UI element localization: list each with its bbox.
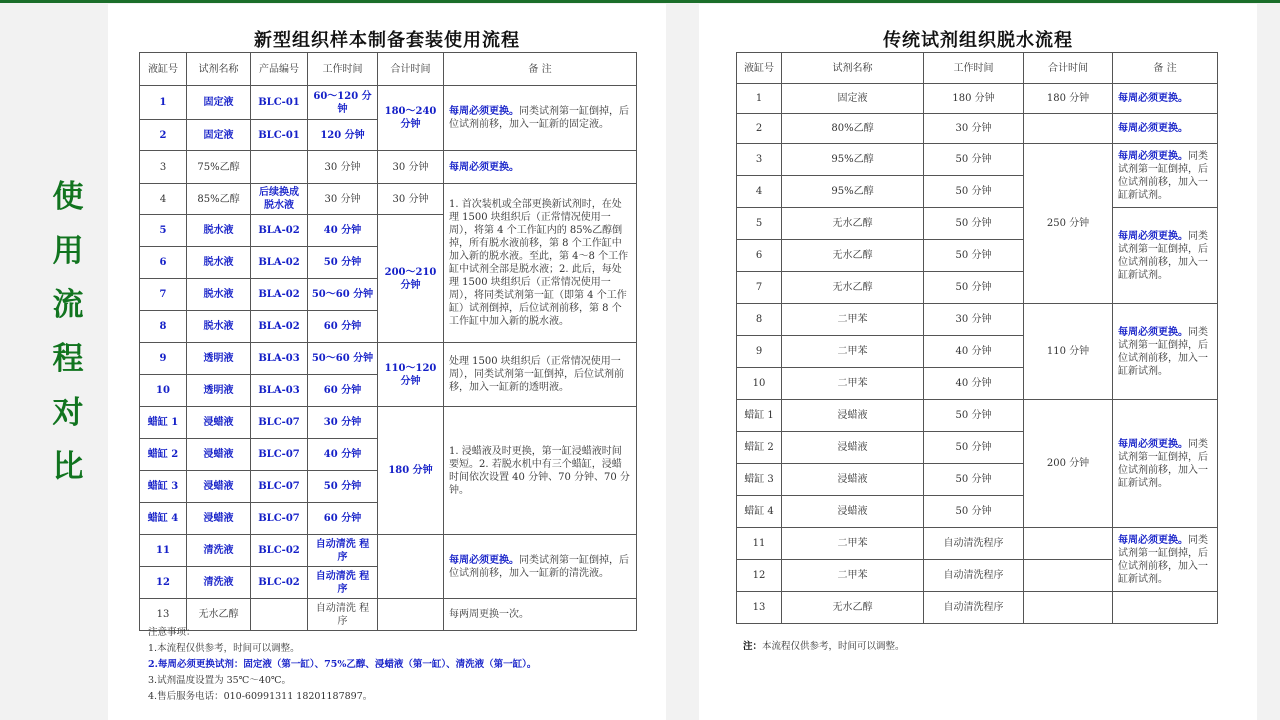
col-header: 备 注	[444, 53, 637, 86]
side-title-char: 用	[52, 233, 84, 269]
cell-reagent: 脱水液	[187, 247, 251, 279]
cell-product-code: BLC-07	[251, 407, 308, 439]
remark-text: 1. 浸蜡液及时更换，第一缸浸蜡液时间要短。2. 若脱水机中有三个蜡缸，浸蜡时间依次设置 40 分钟、70 分钟、70 分钟。	[449, 445, 630, 496]
cell-reagent: 固定液	[782, 84, 924, 114]
cell-total-time	[378, 535, 444, 599]
table-row	[140, 343, 637, 375]
cell-work-time: 30 分钟	[308, 151, 378, 184]
cell-reagent: 无水乙醇	[782, 240, 924, 272]
cell-work-time: 自动清洗程序	[924, 528, 1024, 560]
side-title	[40, 170, 96, 494]
note-line-highlight: 2.每周必须更换试剂：固定液（第一缸）、75%乙醇、浸蜡液（第一缸）、清洗液（第一缸）。	[148, 659, 537, 670]
cell-tank-no: 12	[140, 567, 187, 599]
cell-work-time: 60 分钟	[308, 503, 378, 535]
cell-reagent: 透明液	[187, 343, 251, 375]
cell-tank-no: 11	[140, 535, 187, 567]
table-row	[737, 592, 1218, 624]
cell-work-time: 50 分钟	[308, 247, 378, 279]
table-row	[737, 304, 1218, 336]
cell-total-time	[1024, 560, 1113, 592]
note-text: 本流程仅供参考，时间可以调整。	[762, 641, 905, 652]
cell-reagent: 二甲苯	[782, 528, 924, 560]
table-row	[737, 400, 1218, 432]
cell-tank-no: 5	[737, 208, 782, 240]
side-title-char: 比	[52, 449, 84, 485]
top-accent-bar	[0, 0, 1280, 3]
cell-product-code: BLC-02	[251, 535, 308, 567]
cell-total-time: 110～120 分钟	[378, 343, 444, 407]
cell-work-time: 60 分钟	[308, 375, 378, 407]
cell-reagent: 80%乙醇	[782, 114, 924, 144]
cell-total-time: 180 分钟	[378, 407, 444, 535]
col-header: 液缸号	[737, 53, 782, 84]
cell-total-time	[1024, 592, 1113, 624]
cell-reagent: 无水乙醇	[782, 592, 924, 624]
cell-tank-no: 11	[737, 528, 782, 560]
side-title-char: 使	[52, 179, 84, 215]
cell-tank-no: 2	[140, 120, 187, 151]
table-row	[140, 86, 637, 120]
remark-text: 同类试剂第一缸倒掉，后位试剂前移，加入一缸新试剂。	[1118, 326, 1208, 377]
remark-cell	[1113, 144, 1218, 208]
remark-cell	[1113, 528, 1218, 592]
side-title-char: 流	[52, 287, 84, 323]
new-kit-table-body	[140, 86, 637, 631]
col-header: 液缸号	[140, 53, 187, 86]
col-header: 试剂名称	[782, 53, 924, 84]
remark-cell	[1113, 114, 1218, 144]
remark-emphasis: 每周必须更换。	[449, 161, 519, 173]
cell-work-time: 自动清洗 程序	[308, 599, 378, 631]
cell-tank-no: 7	[140, 279, 187, 311]
cell-tank-no: 13	[737, 592, 782, 624]
cell-work-time: 30 分钟	[924, 114, 1024, 144]
cell-reagent: 浸蜡液	[187, 407, 251, 439]
cell-product-code	[251, 151, 308, 184]
cell-work-time: 120 分钟	[308, 120, 378, 151]
col-header: 工作时间	[308, 53, 378, 86]
cell-tank-no: 10	[737, 368, 782, 400]
cell-reagent: 浸蜡液	[187, 471, 251, 503]
cell-tank-no: 蜡缸 1	[140, 407, 187, 439]
cell-work-time: 自动清洗 程序	[308, 567, 378, 599]
remark-cell	[1113, 400, 1218, 528]
cell-reagent: 脱水液	[187, 215, 251, 247]
remark-emphasis: 每周必须更换。	[1118, 230, 1188, 242]
remark-cell	[444, 86, 637, 151]
cell-work-time: 50 分钟	[924, 400, 1024, 432]
remark-cell	[444, 151, 637, 184]
note-line: 3.试剂温度设置为 35℃～40℃。	[148, 675, 292, 686]
cell-product-code: BLC-07	[251, 439, 308, 471]
cell-work-time: 50 分钟	[924, 432, 1024, 464]
note-line	[743, 639, 905, 655]
cell-reagent: 85%乙醇	[187, 184, 251, 215]
col-header: 产品编号	[251, 53, 308, 86]
cell-total-time: 250 分钟	[1024, 144, 1113, 304]
remark-cell	[1113, 592, 1218, 624]
remark-text: 同类试剂第一缸倒掉，后位试剂前移，加入一缸新的清洗液。	[449, 554, 629, 579]
cell-reagent: 脱水液	[187, 279, 251, 311]
cell-product-code: BLC-01	[251, 86, 308, 120]
note-line: 1.本流程仅供参考，时间可以调整。	[148, 643, 300, 654]
traditional-table	[736, 52, 1218, 624]
cell-work-time: 60 分钟	[308, 311, 378, 343]
table-row	[140, 535, 637, 567]
cell-reagent: 浸蜡液	[187, 439, 251, 471]
cell-reagent: 二甲苯	[782, 560, 924, 592]
traditional-panel	[699, 4, 1257, 720]
cell-work-time: 50 分钟	[924, 240, 1024, 272]
cell-product-code: BLC-02	[251, 567, 308, 599]
cell-tank-no: 蜡缸 3	[737, 464, 782, 496]
table-row	[140, 151, 637, 184]
cell-tank-no: 6	[737, 240, 782, 272]
cell-work-time: 50～60 分钟	[308, 343, 378, 375]
cell-tank-no: 9	[737, 336, 782, 368]
table-row	[140, 184, 637, 215]
remark-emphasis: 每周必须更换。	[1118, 93, 1188, 104]
new-kit-table	[139, 52, 637, 631]
table-header-row	[140, 53, 637, 86]
cell-product-code: BLA-03	[251, 375, 308, 407]
cell-product-code: BLA-03	[251, 343, 308, 375]
table-row	[737, 84, 1218, 114]
cell-reagent: 清洗液	[187, 535, 251, 567]
cell-total-time	[1024, 114, 1113, 144]
cell-total-time	[1024, 528, 1113, 560]
cell-product-code: BLA-02	[251, 311, 308, 343]
cell-total-time: 30 分钟	[378, 151, 444, 184]
cell-tank-no: 12	[737, 560, 782, 592]
remark-emphasis: 每周必须更换。	[449, 106, 519, 117]
remark-text: 处理 1500 块组织后（正常情况使用一周），同类试剂第一缸倒掉，后位试剂前移，加入一缸新的透明液。	[449, 356, 624, 393]
cell-reagent: 固定液	[187, 86, 251, 120]
cell-tank-no: 7	[737, 272, 782, 304]
cell-work-time: 自动清洗 程序	[308, 535, 378, 567]
cell-reagent: 浸蜡液	[782, 496, 924, 528]
table-row	[737, 528, 1218, 560]
remark-text: 1. 首次装机或全部更换新试剂时，在处理 1500 块组织后（正常情况使用一周），将第 4 个工作缸内的 85%乙醇倒掉，所有脱水液前移，第 8 个工作缸中加入新的脱水液。至此，第 4～8 个工作缸中试剂全部是脱水液；2. 此后，每处理 1500 块组织后（正常情况使用一周），将同类试剂第一缸（即第 4 个工作缸）试剂倒掉，后位试剂前移，第 8 个工作缸中加入新的脱水液。	[449, 199, 629, 327]
cell-work-time: 40 分钟	[924, 336, 1024, 368]
cell-reagent: 无水乙醇	[782, 272, 924, 304]
cell-total-time: 110 分钟	[1024, 304, 1113, 400]
cell-reagent: 脱水液	[187, 311, 251, 343]
cell-work-time: 40 分钟	[308, 439, 378, 471]
cell-product-code: BLA-02	[251, 279, 308, 311]
cell-tank-no: 1	[737, 84, 782, 114]
remark-emphasis: 每周必须更换。	[1118, 438, 1188, 450]
cell-reagent: 二甲苯	[782, 368, 924, 400]
col-header: 试剂名称	[187, 53, 251, 86]
remark-cell	[444, 184, 637, 343]
remark-cell	[1113, 84, 1218, 114]
side-title-char: 对	[52, 395, 84, 431]
cell-product-code: BLA-02	[251, 247, 308, 279]
cell-reagent: 无水乙醇	[782, 208, 924, 240]
cell-reagent: 75%乙醇	[187, 151, 251, 184]
cell-tank-no: 蜡缸 1	[737, 400, 782, 432]
new-kit-notes	[148, 625, 536, 705]
cell-reagent: 浸蜡液	[187, 503, 251, 535]
remark-cell	[1113, 304, 1218, 400]
cell-total-time: 200～210 分钟	[378, 215, 444, 343]
cell-work-time: 40 分钟	[924, 368, 1024, 400]
cell-tank-no: 8	[737, 304, 782, 336]
cell-tank-no: 9	[140, 343, 187, 375]
cell-product-code: 后续换成 脱水液	[251, 184, 308, 215]
cell-work-time: 50 分钟	[924, 144, 1024, 176]
cell-work-time: 30 分钟	[308, 184, 378, 215]
remark-text: 同类试剂第一缸倒掉，后位试剂前移，加入一缸新的固定液。	[449, 106, 629, 130]
cell-tank-no: 蜡缸 4	[737, 496, 782, 528]
cell-tank-no: 3	[737, 144, 782, 176]
remark-emphasis: 每周必须更换。	[1118, 326, 1188, 338]
remark-emphasis: 每周必须更换。	[1118, 534, 1188, 546]
cell-reagent: 固定液	[187, 120, 251, 151]
traditional-table-body	[737, 84, 1218, 624]
cell-tank-no: 8	[140, 311, 187, 343]
cell-reagent: 浸蜡液	[782, 464, 924, 496]
table-row	[737, 144, 1218, 176]
cell-tank-no: 10	[140, 375, 187, 407]
cell-product-code: BLC-07	[251, 503, 308, 535]
cell-work-time: 180 分钟	[924, 84, 1024, 114]
cell-total-time: 200 分钟	[1024, 400, 1113, 528]
remark-emphasis: 每周必须更换。	[1118, 123, 1188, 134]
cell-reagent: 95%乙醇	[782, 176, 924, 208]
note-line: 4.售后服务电话：010-60991311 18201187897。	[148, 691, 373, 702]
cell-work-time: 50 分钟	[924, 464, 1024, 496]
remark-text: 同类试剂第一缸倒掉，后位试剂前移，加入一缸新试剂。	[1118, 150, 1208, 201]
remark-cell	[444, 407, 637, 535]
cell-work-time: 40 分钟	[308, 215, 378, 247]
cell-reagent: 浸蜡液	[782, 432, 924, 464]
table-row	[737, 114, 1218, 144]
cell-reagent: 二甲苯	[782, 304, 924, 336]
remark-emphasis: 每周必须更换。	[1118, 150, 1188, 162]
cell-reagent: 浸蜡液	[782, 400, 924, 432]
cell-tank-no: 4	[737, 176, 782, 208]
cell-work-time: 50 分钟	[924, 272, 1024, 304]
cell-work-time: 自动清洗程序	[924, 560, 1024, 592]
cell-reagent: 95%乙醇	[782, 144, 924, 176]
remark-text: 每两周更换一次。	[449, 609, 529, 620]
cell-work-time: 50 分钟	[924, 176, 1024, 208]
new-kit-panel	[108, 4, 666, 720]
remark-emphasis: 每周必须更换。	[449, 554, 519, 566]
cell-reagent: 无水乙醇	[187, 599, 251, 631]
cell-tank-no: 13	[140, 599, 187, 631]
cell-work-time: 60～120 分钟	[308, 86, 378, 120]
cell-work-time: 30 分钟	[308, 407, 378, 439]
col-header: 备 注	[1113, 53, 1218, 84]
col-header: 合计时间	[378, 53, 444, 86]
cell-reagent: 透明液	[187, 375, 251, 407]
cell-tank-no: 蜡缸 4	[140, 503, 187, 535]
remark-text: 同类试剂第一缸倒掉，后位试剂前移，加入一缸新试剂。	[1118, 230, 1208, 281]
table-row	[140, 407, 637, 439]
cell-tank-no: 2	[737, 114, 782, 144]
remark-cell	[444, 535, 637, 599]
side-title-char: 程	[52, 341, 84, 377]
cell-tank-no: 蜡缸 2	[737, 432, 782, 464]
col-header: 工作时间	[924, 53, 1024, 84]
cell-tank-no: 1	[140, 86, 187, 120]
cell-tank-no: 4	[140, 184, 187, 215]
cell-reagent: 清洗液	[187, 567, 251, 599]
cell-total-time: 30 分钟	[378, 184, 444, 215]
cell-reagent: 二甲苯	[782, 336, 924, 368]
cell-product-code: BLC-01	[251, 120, 308, 151]
cell-tank-no: 6	[140, 247, 187, 279]
table-row	[737, 208, 1218, 240]
table-header-row	[737, 53, 1218, 84]
note-label: 注：	[743, 641, 763, 652]
new-kit-title: 新型组织样本制备套装使用流程	[254, 30, 520, 51]
remark-text: 同类试剂第一缸倒掉，后位试剂前移，加入一缸新试剂。	[1118, 534, 1208, 585]
cell-tank-no: 3	[140, 151, 187, 184]
cell-total-time: 180～240 分钟	[378, 86, 444, 151]
cell-work-time: 50 分钟	[924, 496, 1024, 528]
col-header: 合计时间	[1024, 53, 1113, 84]
cell-product-code: BLC-07	[251, 471, 308, 503]
traditional-notes	[743, 639, 905, 655]
notes-heading: 注意事项：	[148, 627, 196, 638]
cell-work-time: 50～60 分钟	[308, 279, 378, 311]
remark-text: 同类试剂第一缸倒掉，后位试剂前移，加入一缸新试剂。	[1118, 438, 1208, 489]
cell-work-time: 50 分钟	[924, 208, 1024, 240]
cell-tank-no: 蜡缸 2	[140, 439, 187, 471]
cell-work-time: 50 分钟	[308, 471, 378, 503]
traditional-title: 传统试剂组织脱水流程	[883, 30, 1073, 51]
remark-cell	[444, 343, 637, 407]
cell-tank-no: 蜡缸 3	[140, 471, 187, 503]
cell-work-time: 30 分钟	[924, 304, 1024, 336]
cell-work-time: 自动清洗程序	[924, 592, 1024, 624]
cell-total-time: 180 分钟	[1024, 84, 1113, 114]
cell-product-code: BLA-02	[251, 215, 308, 247]
cell-tank-no: 5	[140, 215, 187, 247]
remark-cell	[1113, 208, 1218, 304]
